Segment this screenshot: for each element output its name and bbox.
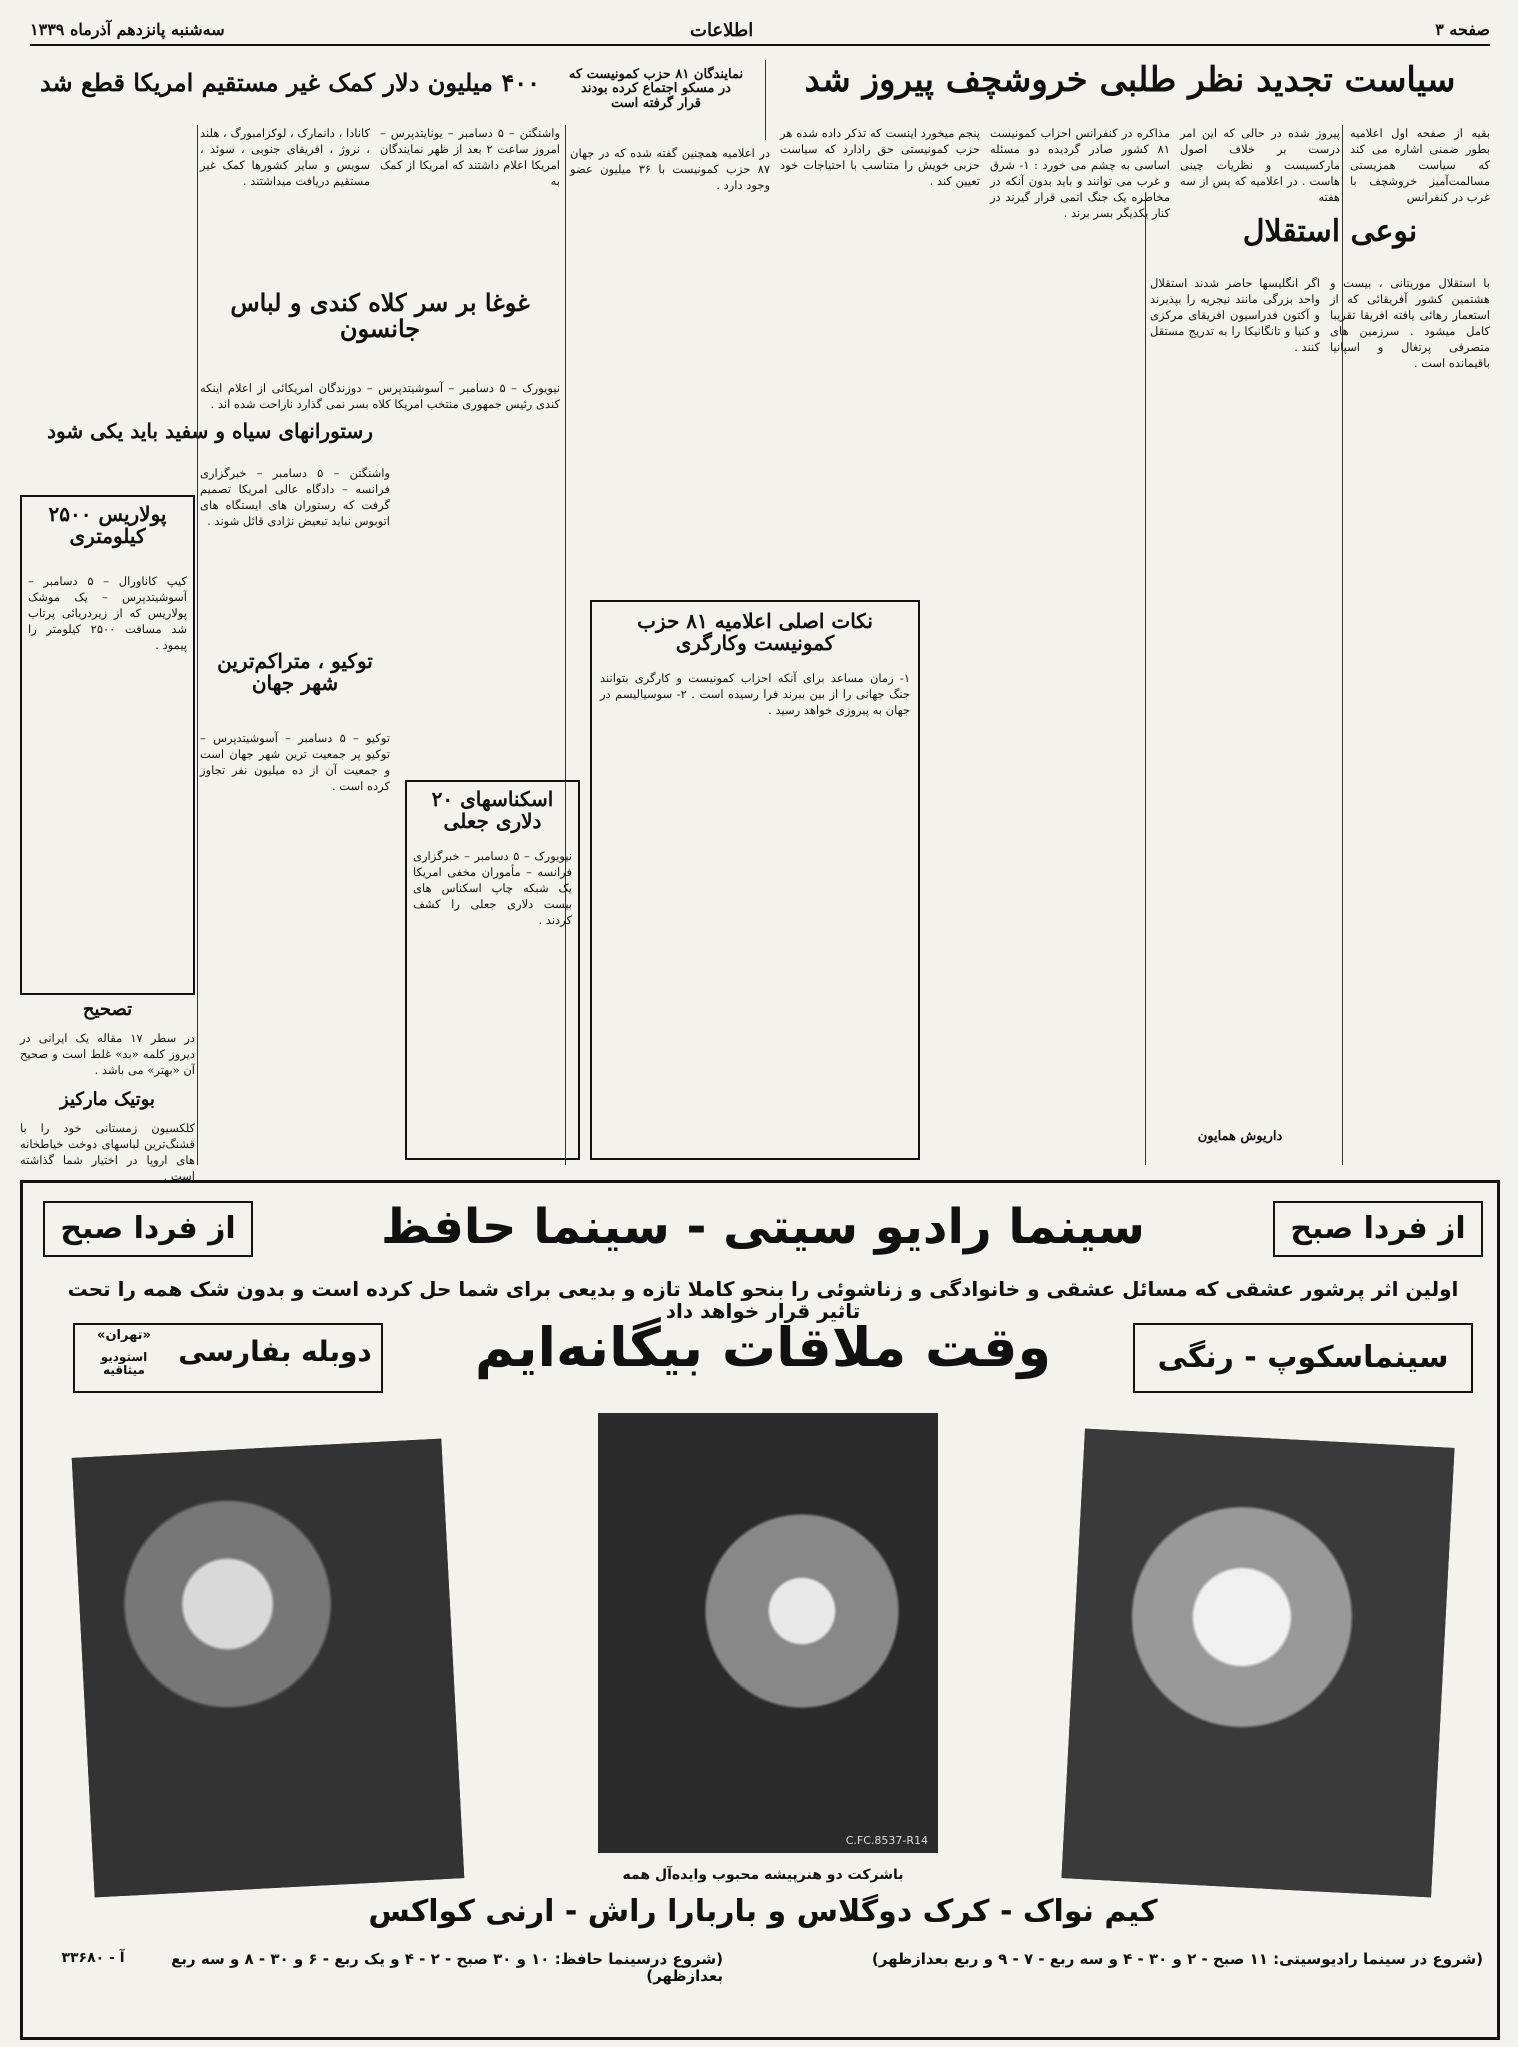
starring-caption: باشرکت دو هنرپیشه محبوب وایده‌آل همه <box>622 1867 904 1883</box>
independence-col2: اگر انگلیسها حاضر شدند استقلال واحد بزرگی مانند نیجریه را بپذیرند و آکتون فدراسیون افریقای مرکزی و کنیا و تانگانیکا را به تدریج مستقل کنند . <box>1150 276 1320 354</box>
badge-right: از فردا صبح <box>1273 1201 1483 1257</box>
showtimes-left: (شروع در سینما رادیوسیتی: ۱۱ صبح - ۲ و ۳۰ - ۴ و سه ربع - ۷ - ۹ و ربع بعدازظهر) <box>871 1950 1483 1968</box>
col2-text: پیروز شده در حالی که این امر درست بر خلاف اصول مارکسیست و نظریات چینی هاست . در اعلامیه که پس از سه هفته <box>1180 126 1340 204</box>
restaurants-text: واشنگتن – ۵ دسامبر – خبرگزاری فرانسه – دادگاه عالی امریکا تصمیم گرفت که رستوران های ایستگاه های اتوبوس نباید تبعیض نژادی قائل شوند . <box>200 466 390 528</box>
escalators-text: نیویورک – ۵ دسامبر – خبرگزاری فرانسه – مأموران مخفی امریکا یک شبکه چاپ اسکناس های بیست دلاری جعلی را کشف کردند . <box>413 849 572 927</box>
cinemas-title: سینما رادیو سیتی - سینما حافظ <box>381 1199 1145 1255</box>
issue-date: سه‌شنبه پانزدهم آذرماه ۱۳۳۹ <box>30 20 225 39</box>
col7-text: کانادا ، دانمارک ، لوکزامبورگ ، هلند ، نروژ ، افریقای جنوبی ، سوئد ، سویس و سایر کشورها کمک غیر مستقیم دریافت میداشتند . <box>200 126 370 188</box>
film-photo-left <box>72 1439 465 1898</box>
col6-text: واشنگتن – ۵ دسامبر – یونایتدپرس – امروز ساعت ۲ بعد از ظهر نمایندگان امریکا اعلام داشتند که امریکا از کمک به <box>380 126 561 188</box>
escalators-headline: اسکناسهای ۲۰ دلاری جعلی <box>431 787 554 833</box>
correction-text: در سطر ۱۷ مقاله یک ایرانی در دیروز کلمه «بد» غلط است و صحیح آن «بهتر» می باشد . <box>20 1031 195 1077</box>
declaration-text: ۱- زمان مساعد برای آنکه احزاب کمونیست و کارگری بتوانند جنگ جهانی را از بین ببرند فرا رسیده است . ۲- سوسیالیسم در جهان به پیروزی خواهد رسید . <box>600 671 910 717</box>
polaris-headline: پولاریس ۲۵۰۰ کیلومتری <box>48 502 167 548</box>
film-photo-right <box>1061 1429 1454 1898</box>
film-photo-center <box>598 1413 938 1853</box>
showtimes-right: (شروع درسینما حافظ: ۱۰ و ۳۰ صبح - ۲ - ۴ و یک ربع - ۶ و ۳۰ - ۸ و سه ربع بعدازظهر) <box>171 1950 723 1985</box>
boutique-text: کلکسیون زمستانی خود را با قشنگ‌ترین لباسهای دوخت خیاطخانه های اروپا در اختیار شما گذاشته است . <box>20 1121 195 1183</box>
column-rule <box>765 60 766 140</box>
col3-text: مذاکره در کنفرانس احزاب کمونیست ۸۱ کشور صادر گردیده دو مسئله اساسی به چشم می خورد : ۱- شرق و غرب می توانند و باید بدون آنکه در مخاطره یک جنگ اتمی قرار گیرند در کنار یکدیگر بسر برند . <box>990 126 1170 220</box>
dubbing-label: دوبله بفارسی <box>178 1335 372 1368</box>
declaration-box <box>590 600 920 1160</box>
declaration-headline: نکات اصلی اعلامیه ۸۱ حزب کمونیست وکارگری <box>637 609 873 655</box>
photo-credit: C.FC.8537-R14 <box>845 1834 928 1847</box>
us-aid-headline: ۴۰۰ میلیون دلار کمک غیر مستقیم امریکا قطع شد <box>39 68 541 97</box>
col5-text: در اعلامیه همچنین گفته شده که در جهان ۸۷ حزب کمونیست با ۳۶ میلیون عضو وجود دارد . <box>570 146 770 192</box>
independence-text: با استقلال موریتانی ، بیست و هشتمین کشور آفریقائی که از استعمار رهائی یافته افریقا تقریبا کامل میشود . سرزمین های متصرفی پرتغال و اسپانیا باقیمانده است . <box>1330 276 1490 370</box>
ad-code: آ - ۳۳۶۸۰ <box>61 1950 125 1966</box>
cinema-ad <box>20 1180 1500 2040</box>
tokyo-headline: توکیو ، متراکم‌ترین شهر جهان <box>217 649 373 695</box>
communist-parties-headline: نمایندگان ۸۱ حزب کمونیست که در مسکو اجتماع کرده بودند قرار گرفته است <box>568 67 744 111</box>
kennedy-text: نیویورک – ۵ دسامبر – آسوشیتدپرس – دوزندگان امریکائی از اعلام اینکه کندی رئیس جمهوری منتخب امریکا کلاه بسر نمی گذارد ناراحت شده اند . <box>200 381 560 411</box>
format-box: سینماسکوپ - رنگی <box>1133 1323 1473 1393</box>
stars: کیم نواک - کرک دوگلاس و باربارا راش - ارنی کواکس <box>368 1894 1158 1929</box>
paper-name: اطلاعات <box>690 20 754 41</box>
kennedy-headline: غوغا بر سر کلاه کندی و لباس جانسون <box>230 288 530 344</box>
col1-text: بقیه از صفحه اول اعلامیه بطور ضمنی اشاره می کند که سیاست همزیستی مسالمت‌آمیز خروشچف با غرب در کنفرانس <box>1350 126 1490 204</box>
dubbing-studio: استودیو میثاقیه <box>100 1350 148 1378</box>
independence-headline: نوعی استقلال <box>1242 214 1418 249</box>
escalators-box <box>405 780 580 1160</box>
polaris-box <box>20 495 195 995</box>
ad-tagline: اولین اثر پرشور عشقی که مسائل عشقی و خانوادگی و زناشوئی را بنحو کاملا تازه و بدیعی برای شما حل کرده است و بدون شک همه را تحت تاثیر قرار خواهد داد <box>67 1277 1459 1323</box>
masthead <box>30 16 1490 46</box>
badge-left: از فردا صبح <box>43 1201 253 1257</box>
byline: داریوش همایون <box>1197 1129 1283 1144</box>
col4-text: پنجم میخورد اینست که تذکر داده شده هر حزب کمونیستی حق رادارد که سیاست حزبی خویش را متناسب با احتیاجات خود تعیین کند . <box>780 126 980 188</box>
page-number: صفحه ۳ <box>1435 20 1490 39</box>
column-rule <box>1342 125 1343 1165</box>
column-rule <box>565 125 566 1165</box>
tokyo-text: توکیو – ۵ دسامبر – آسوشیتدپرس – توکیو پر جمعیت ترین شهر جهان است و جمعیت آن از ده میلیون نفر تجاوز کرده است . <box>200 731 391 793</box>
column-rule <box>197 125 198 1165</box>
film-title: وقت ملاقات بیگانه‌ایم <box>474 1316 1052 1379</box>
polaris-text: کیپ کاناورال – ۵ دسامبر – آسوشیتدپرس – یک موشک پولاریس که از زیردریائی پرتاب شد مسافت ۲۵۰۰ کیلومتر را پیمود . <box>28 574 187 652</box>
correction-headline: تصحیح <box>82 999 133 1020</box>
restaurants-headline: رستورانهای سیاه و سفید باید یکی شود <box>47 419 373 443</box>
boutique-headline: بوتیک مارکیز <box>60 1089 155 1110</box>
main-headline: سیاست تجدید نظر طلبی خروشچف پیروز شد <box>804 60 1456 100</box>
column-rule <box>1145 200 1146 1165</box>
dubbing-box <box>73 1323 383 1393</box>
dubbing-city: «تهران» <box>97 1328 151 1343</box>
